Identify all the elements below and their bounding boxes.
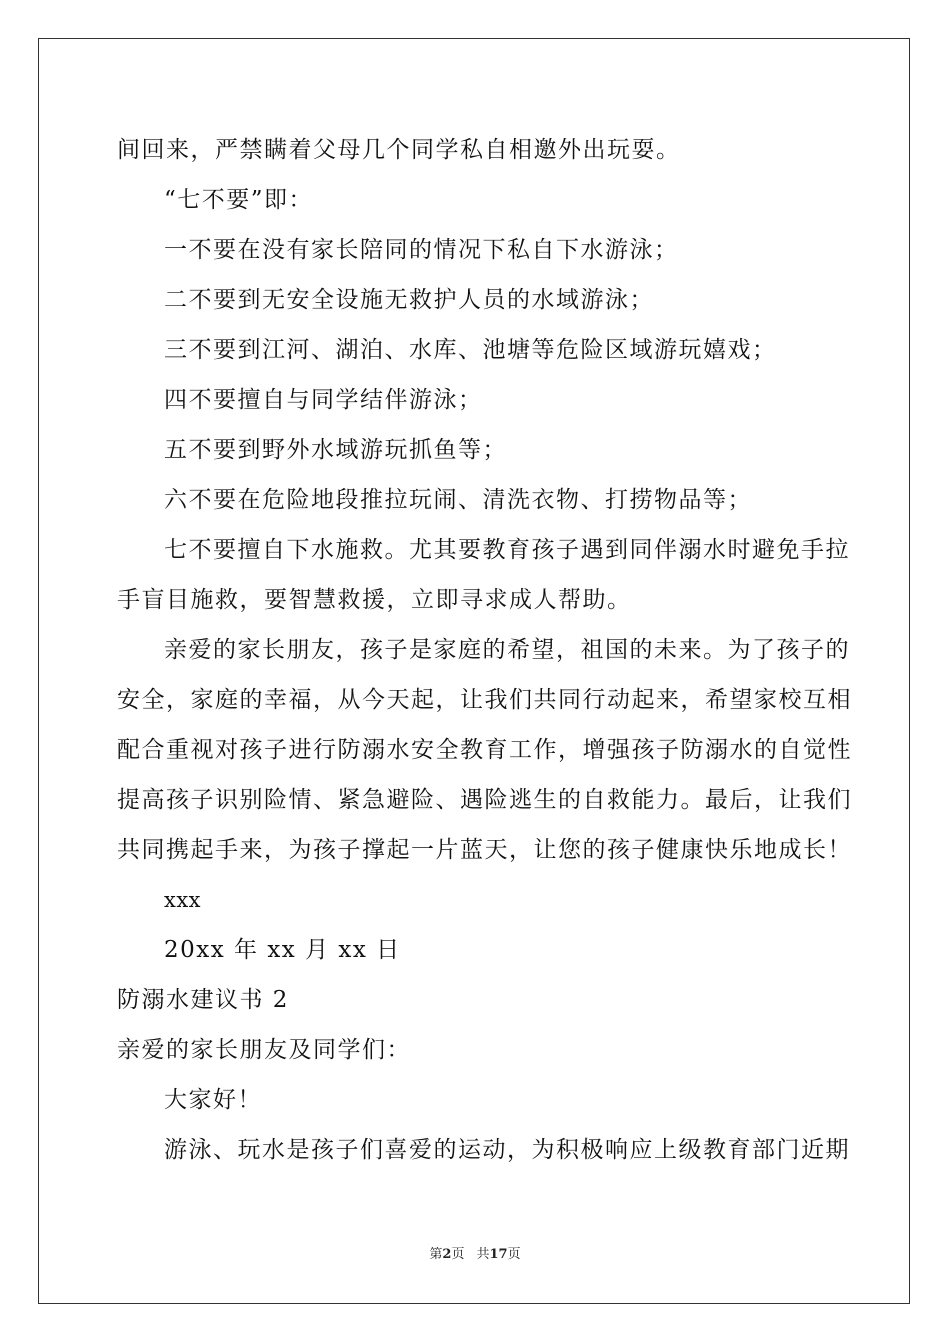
greeting: 大家好！ — [164, 1087, 262, 1113]
paragraph-line: 配合重视对孩子进行防溺水安全教育工作，增强孩子防溺水的自觉性 — [117, 737, 852, 763]
total-suffix: 页 — [507, 1247, 521, 1262]
page-suffix: 页 — [451, 1247, 465, 1262]
list-item: 一不要在没有家长陪同的情况下私自下水游泳； — [164, 237, 679, 263]
paragraph-line: 提高孩子识别险情、紧急避险、遇险逃生的自救能力。最后，让我们 — [117, 787, 852, 813]
total-pages: 17 — [489, 1247, 508, 1262]
paragraph-line: 游泳、玩水是孩子们喜爱的运动，为积极响应上级教育部门近期 — [164, 1137, 850, 1163]
page-prefix: 第 — [429, 1247, 443, 1262]
body-line: 间回来，严禁瞒着父母几个同学私自相邀外出玩耍。 — [117, 137, 681, 163]
page-footer — [0, 1246, 950, 1264]
date-line: 20xx 年 xx 月 xx 日 — [164, 937, 401, 963]
list-item: 七不要擅自下水施救。尤其要教育孩子遇到同伴溺水时避免手拉 — [164, 537, 850, 563]
paragraph-line: 亲爱的家长朋友，孩子是家庭的希望，祖国的未来。为了孩子的 — [164, 637, 850, 663]
page-number: 2 — [442, 1247, 452, 1262]
list-item: 三不要到江河、湖泊、水库、池塘等危险区域游玩嬉戏； — [164, 337, 777, 363]
list-item: 四不要擅自与同学结伴游泳； — [164, 387, 483, 413]
list-item: 五不要到野外水域游玩抓鱼等； — [164, 437, 507, 463]
body-line: “七不要”即： — [164, 187, 314, 213]
section-title: 防溺水建议书 2 — [117, 987, 289, 1013]
paragraph-line: 共同携起手来，为孩子撑起一片蓝天，让您的孩子健康快乐地成长！ — [117, 837, 852, 863]
body-line: 手盲目施救，要智慧救援，立即寻求成人帮助。 — [117, 587, 632, 613]
total-prefix: 共 — [476, 1247, 490, 1262]
list-item: 二不要到无安全设施无救护人员的水域游泳； — [164, 287, 654, 313]
list-item: 六不要在危险地段推拉玩闹、清洗衣物、打捞物品等； — [164, 487, 752, 513]
salutation: 亲爱的家长朋友及同学们： — [117, 1037, 411, 1063]
paragraph-line: 安全，家庭的幸福，从今天起，让我们共同行动起来，希望家校互相 — [117, 687, 852, 713]
signature: xxx — [164, 888, 202, 912]
